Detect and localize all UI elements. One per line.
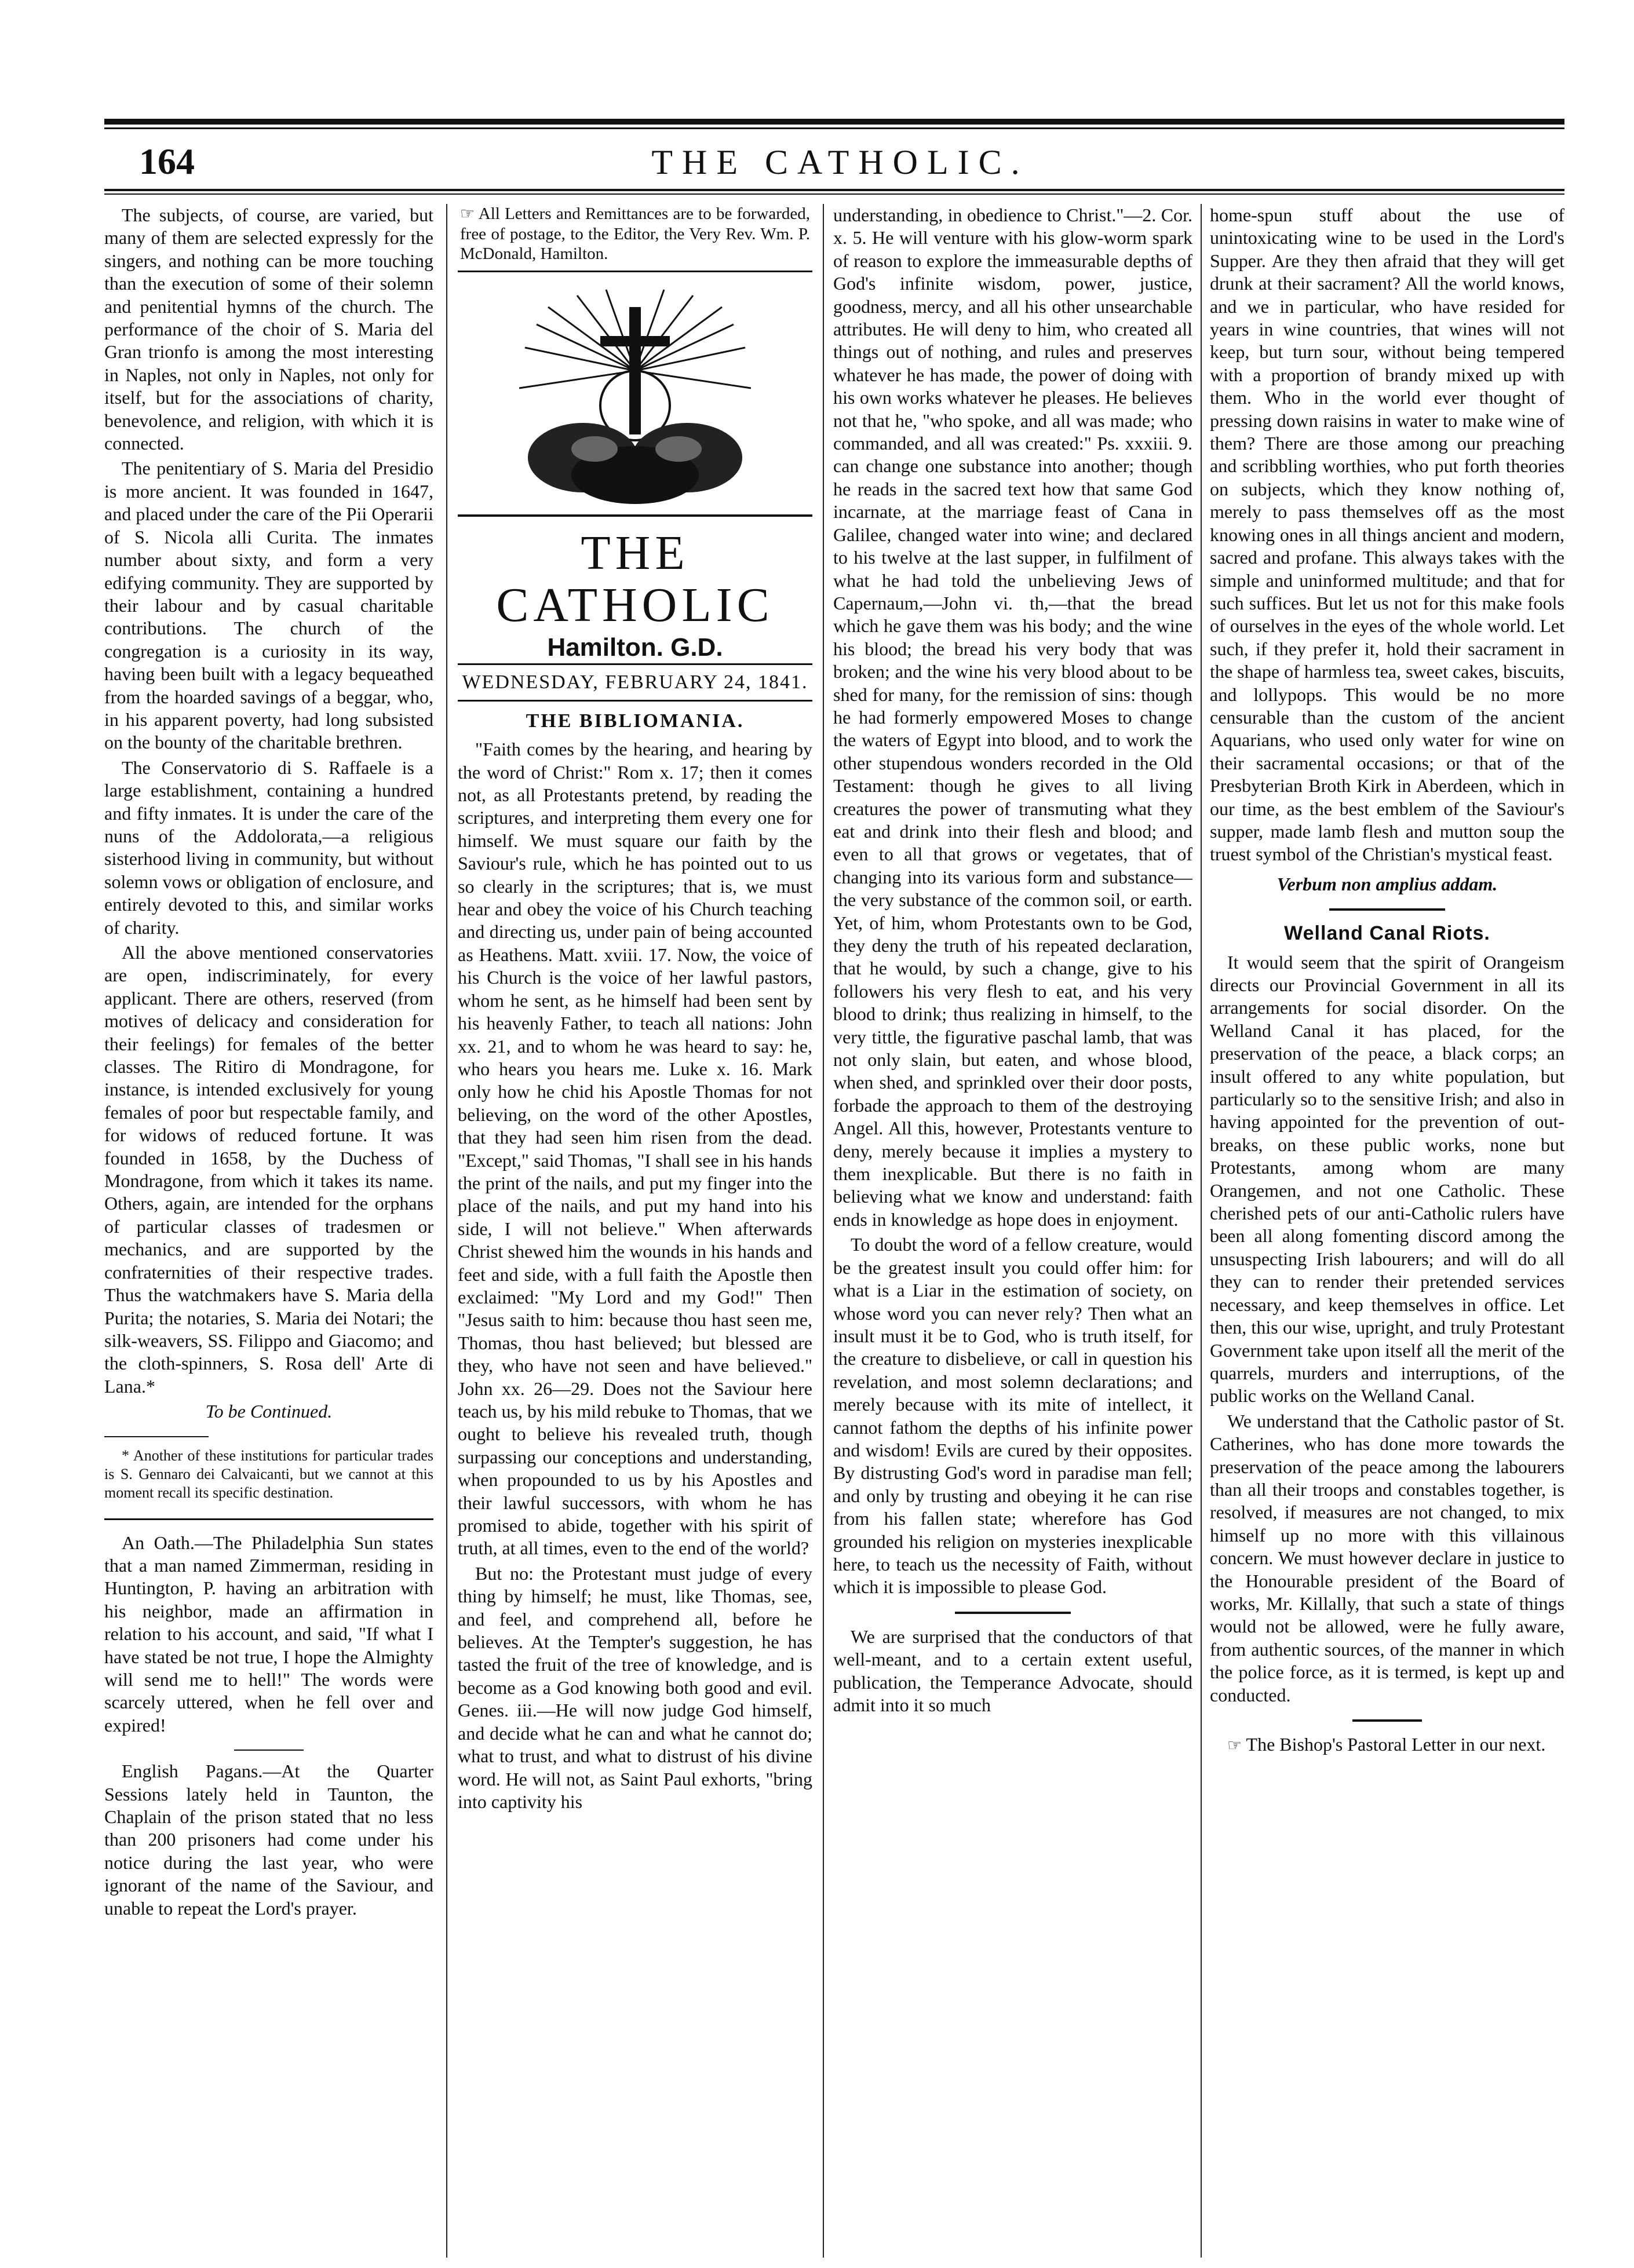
section-divider xyxy=(104,1518,433,1520)
section-divider xyxy=(955,1612,1071,1614)
column-2 xyxy=(458,204,812,2255)
column-3 xyxy=(833,204,1192,2255)
editor-notice xyxy=(458,204,812,272)
cross-emblem-icon xyxy=(513,284,757,510)
editor-notice-text: All Letters and Remittances are to be forwarded, free of postage, to the Editor, the Very Rev. Wm. P. McDonald, Hamilton. xyxy=(460,204,810,263)
page-header xyxy=(116,137,1564,189)
item-divider xyxy=(234,1750,304,1751)
column-rule-2 xyxy=(823,204,824,2258)
header-rule-thin xyxy=(104,193,1564,195)
masthead-rule xyxy=(458,514,812,517)
bibliomania-paragraph-1: "Faith comes by the hearing, and hearing by the word of Christ:" Rom x. 17; then it comes not, as all Protestants pretend, by reading the scriptures, and interpreting them every one for himself. We must square our faith by the Saviour's rule, which he has pointed out to us so clearly in the scriptures; that is, we must hear and obey the voice of his Church teaching and directing us, under pain of being accounted as Heathens. Matt. xviii. 17. Now, the voice of his Church is the voice of her lawful pastors, whom he sent, as he himself had been sent by his heavenly Father, to teach all nations: John xx. 21, and to whom he was heard to say: he, who hears you hears me. Luke x. 16. Mark only how he chid his Apostle Thomas for not believing, on the word of the other Apostles, that they had seen him risen from the dead. "Except," said Thomas, "I shall see in his hands the print of the nails, and put my finger into the place of the nails, and put my hand into his side, I will not believe." When afterwards Christ shewed him the wounds in his hands and feet and side, with a full faith the Apostle then exclaimed: "My Lord and my God!" Then "Jesus saith to him: because thou hast seen me, Thomas, thou hast believed; but blessed are they, who have not seen and have believed." John xx. 26—29. Does not the Saviour here teach us, by his mild rebuke to Thomas, that we ought to believe his revealed truth, though surpassing our conceptions and understanding, when propounded to us by his Apostles and their lawful successors, with whom he has promised to abide, together with his spirit of truth, at all times, even to the end of the world? xyxy=(458,739,812,1559)
verbum-signoff: Verbum non amplius addam. xyxy=(1276,873,1498,894)
naples-paragraph-2: The penitentiary of S. Maria del Presidio is more ancient. It was founded in 1647, and placed under the care of the Pii Operarii of S. Nicola alli Curita. The inmates number about sixty, and form a very edifying community. They are supported by their labour and by casual charitable contributions. The church of the congregation is a curiosity in its way, having been built with a legacy bequeathed from the hoarded savings of a beggar, who, in his apparent poverty, had long subsisted on the bounty of the charitable brethren. xyxy=(104,458,433,753)
section-divider xyxy=(1352,1719,1422,1722)
pointing-hand-icon: ☞ xyxy=(1227,1737,1242,1755)
bibliomania-paragraph-2: But no: the Protestant must judge of every thing by himself; he must, like Thomas, see, and feel, and comprehend all, before he believes. At the Tempter's suggestion, he has tasted the fruit of the tree of knowledge, and is become as a God knowing both good and evil. Genes. iii.—He will now judge God himself, and decide what he can and what he cannot do; what to trust, and what to distrust of his divine word. He will not, as Saint Paul exhorts, "bring into captivity his xyxy=(458,1562,812,1812)
column-1 xyxy=(104,204,433,2255)
naples-paragraph-3: The Conservatorio di S. Raffaele is a large establishment, containing a hundred and fifty inmates. It is under the care of the nuns of the Addolorata,—a religious sisterhood living in community, but without solemn vows or obligation of enclosure, and entirely devoted to this, and similar works of charity. xyxy=(104,757,433,938)
column-4 xyxy=(1210,204,1564,2255)
header-rule xyxy=(104,189,1564,191)
issue-date: WEDNESDAY, FEBRUARY 24, 1841. xyxy=(458,663,812,701)
pastoral-notice xyxy=(1210,1733,1564,1757)
bibliomania-paragraph-3: understanding, in obedience to Christ."—2. Cor. x. 5. He will venture with his glow-worm spark of reason to explore the immeasurable depths of God's infinite wisdom, power, justice, goodness, mercy, and all his other unsearchable attributes. He will deny to him, who created all things out of nothing, and rules and preserves whatever he has made, the power of doing with his own works whatever he pleases. He believes not that he, "who spoke, and all was made; who commanded, and all was created:" Ps. xxxiii. 9. can change one substance into another; though he reads in the sacred text how that same God incarnate, at the marriage feast of Cana in Galilee, changed water into wine; and declared to his twelve at the last supper, in fulfilment of what he had told the unbelieving Jews of Capernaum,—John vi. th,—that the bread which he gave them was his body; and the wine his blood; the bread his very body that was broken; and the wine his very blood about to be shed for many, for the remission of sins: though he had formerly empowered Moses to change the waters of Egypt into blood, and to work the other stupendous wonders recorded in the Old Testament: though he gives to all living creatures the power of transmuting what they eat and drink into their flesh and blood; and even to all that grows or vegetates, that of changing into its various form and substance—the very substance of the common soil, or earth. Yet, of him, whom Protestants own to be God, they deny the truth of his repeated declaration, that he would, by such a change, give to his followers his very flesh to eat, and his very blood to drink; thus realizing in himself, to the very tittle, the figurative paschal lamb, that was not only slain, but eaten, and whose blood, when shed, and sprinkled over their door posts, forbade the approach to them of the destroying Angel. All this, however, Protestants venture to deny, merely because it implies a mystery to them inexplicable. But there is no faith in believing what we know and understand: faith ends in knowledge as hope does in enjoyment. xyxy=(833,204,1192,1230)
english-pagans-item: English Pagans.—At the Quarter Sessions lately held in Taunton, the Chaplain of the prison stated that no less than 200 prisoners had come under his notice during the last year, who were ignorant of the name of the Saviour, and unable to repeat the Lord's prayer. xyxy=(104,1761,433,1919)
running-title: THE CATHOLIC. xyxy=(651,143,1029,181)
masthead-place: Hamilton. G.D. xyxy=(547,633,723,662)
masthead-title: THE CATHOLIC xyxy=(496,526,774,632)
temperance-paragraph-2: home-spun stuff about the use of unintoxicating wine to be used in the Lord's Supper. Are they then afraid that they will get drunk at their sacrament? All the world knows, and we in particular, who have resided for years in wine countries, that wines will not keep, but turn sour, without being tempered with a proportion of brandy mixed up with them. Who in the world ever thought of pressing down raisins in water to make wine of them? There are those among our preaching and scribbling worthies, who put forth theories on subjects, which they know nothing of, merely to pass themselves off as the most knowing ones in all things ancient and modern, sacred and profane. This always takes with the simple and uninformed multitude; and that for such suffices. But let us not for this make fools of ourselves in the eyes of the whole world. Let such, if they prefer it, hold their sacrament in the shape of harmless tea, sweet cakes, biscuits, and lollypops. This would be no more censurable than the custom of the ancient Aquarians, who used only water for wine on their sacramental occasions; or that of the Presbyterian Broth Kirk in Aberdeen, which in our time, as the best emblem of the Saviour's supper, made lamb flesh and mutton soup the truest symbol of the Christian's mystical feast. xyxy=(1210,204,1564,865)
welland-heading: Welland Canal Riots. xyxy=(1284,922,1490,945)
page-number: 164 xyxy=(139,141,195,182)
footnote: * Another of these institutions for particular trades is S. Gennaro dei Calvaicanti, but we cannot at this moment recall its specific destination. xyxy=(104,1447,433,1501)
to-be-continued: To be Continued. xyxy=(205,1401,333,1422)
temperance-paragraph-1: We are surprised that the conductors of that well-meant, and to a certain extent useful, publication, the Temperance Advocate, should admit into it so much xyxy=(833,1626,1192,1715)
bibliomania-paragraph-4: To doubt the word of a fellow creature, would be the greatest insult you could offer him: for what is a Liar in the estimation of society, on whose word you can never rely? Then what an insult must it be to God, who is truth itself, for the creature to disbelieve, or call in question his revelation, and most solemn declarations; and merely because with its mite of intellect, it cannot fathom the depths of his infinite power and wisdom! Evils are cured by their opposites. By distrusting God's word in paradise man fell; and only by trusting and obeying it he can rise from his fallen state; wherefore has God grounded his religion on mysteries inexplicable here, to teach us the necessity of Faith, without which it is impossible to please God. xyxy=(833,1234,1192,1598)
section-divider xyxy=(1329,908,1445,911)
bibliomania-heading: THE BIBLIOMANIA. xyxy=(526,710,745,732)
welland-paragraph-1: It would seem that the spirit of Orangeism directs our Provincial Government in all its arrangements for social disorder. On the Welland Canal it has placed, for the preservation of the peace, a black corps; an insult offered to any white population, but particularly so to the sensitive Irish; and also in having appointed for the prevention of out-breaks, on these public works, none but Protestants, among whom are many Orangemen, and not one Catholic. These cherished pets of our anti-Catholic rulers have been all along fomenting discord among the unsuspecting Irish labourers; and will do all they can to render their pretended services necessary, and keep themselves in office. Let then, this our wise, upright, and truly Protestant Government take upon itself all the merit of the quarrels, murders and interruptions, of the public works on the Welland Canal. xyxy=(1210,951,1564,1407)
footnote-rule xyxy=(104,1436,209,1437)
top-heavy-rule xyxy=(104,119,1564,125)
naples-paragraph-1: The subjects, of course, are varied, but many of them are selected expressly for the singers, and nothing can be more touching than the execution of some of their solemn and penitential hymns of the church. The performance of the choir of S. Maria del Gran trionfo is among the most interesting in Naples, not only in Naples, not only for itself, but for the associations of charity, benevolence, and religion, with which it is connected. xyxy=(104,204,433,454)
column-rule-1 xyxy=(446,204,447,2258)
welland-paragraph-2: We understand that the Catholic pastor of St. Catherines, who has done more towards the preservation of the peace among the labourers than all their troops and constables together, is resolved, if measures are not changed, to mix himself up no more with this villainous concern. We must however declare in justice to the Honourable president of the Board of works, Mr. Killally, that such a state of things would not be allowed, were he fully aware, from authentic sources, of the manner in which the police force, as it is termed, is kept up and conducted. xyxy=(1210,1410,1564,1705)
naples-paragraph-4: All the above mentioned conservatories are open, indiscriminately, for every applicant. There are others, reserved (from motives of delicacy and consideration for their feelings) for females of the better classes. The Ritiro di Mondragone, for instance, is intended exclusively for young females of poor but respectable family, and for widows of reduced fortune. It was founded in 1658, by the Duchess of Mondragone, from which it takes its name. Others, again, are intended for the orphans of particular classes of tradesmen or mechanics, and are supported by the confraternities of their respective trades. Thus the watchmakers have S. Maria della Purita; the notaries, S. Maria dei Notari; the silk-weavers, SS. Filippo and Giacomo; and the cloth-spinners, S. Rosa dell' Arte di Lana.* xyxy=(104,942,433,1397)
column-rule-3 xyxy=(1201,204,1202,2258)
oath-item: An Oath.—The Philadelphia Sun states that a man named Zimmerman, residing in Huntington, P. having an arbitration with his neighbor, made an affirmation in relation to his account, and said, "If what I have stated be not true, I hope the Almighty will send me to hell!" The words were scarcely uttered, when he fell over and expired! xyxy=(104,1532,433,1736)
top-thin-rule xyxy=(104,127,1564,129)
pastoral-notice-text: The Bishop's Pastoral Letter in our next. xyxy=(1246,1734,1546,1755)
pointing-hand-icon: ☞ xyxy=(460,205,475,223)
